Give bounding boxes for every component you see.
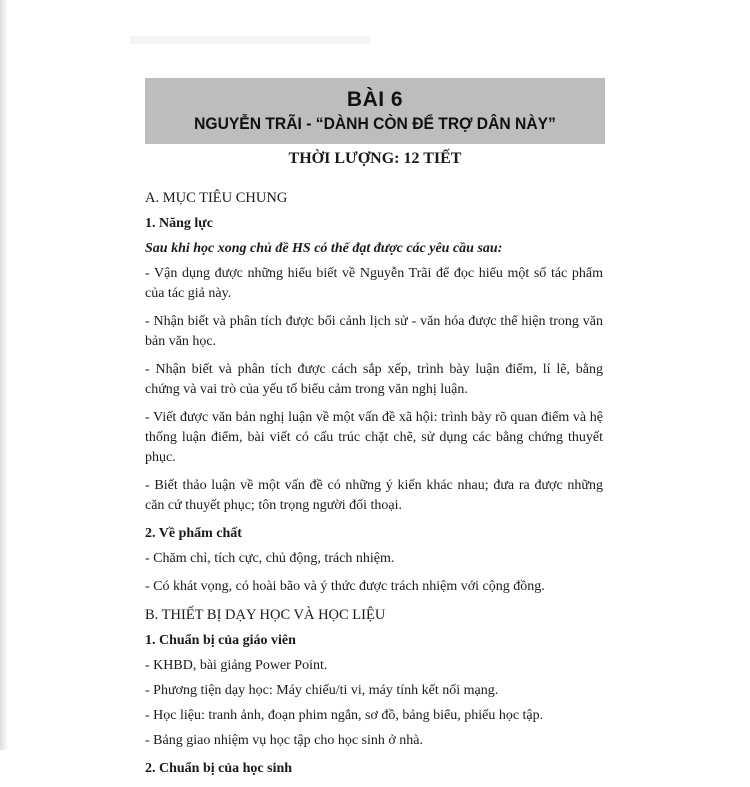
section-b-sub1-heading: 1. Chuẩn bị của giáo viên [145, 633, 296, 648]
lesson-number: BÀI 6 [346, 88, 404, 111]
lesson-content [145, 188, 603, 787]
list-item: - KHBD, bài giảng Power Point. [145, 658, 328, 673]
section-a-sub1-intro: Sau khi học xong chủ đề HS có thể đạt được các yêu cầu sau: [145, 241, 503, 256]
page-edge-shadow [0, 0, 8, 750]
section-b-sub2-heading: 2. Chuẩn bị của học sinh [145, 761, 293, 776]
section-a-heading: A. MỤC TIÊU CHUNG [145, 190, 288, 206]
list-item: - Học liệu: tranh ảnh, đoạn phim ngắn, sơ đồ, bảng biểu, phiếu học tập. [145, 708, 544, 723]
section-a-sub1-heading: 1. Năng lực [145, 216, 213, 231]
list-item: - Nhận biết và phân tích được cách sắp xếp, trình bày luận điểm, lí lẽ, bằng chứng và vai trò của yếu tố biểu cảm trong văn nghị luận. [145, 362, 603, 397]
section-a-sub2-heading: 2. Về phẩm chất [145, 526, 242, 541]
list-item: - Có khát vọng, có hoài bão và ý thức được trách nhiệm với cộng đồng. [145, 579, 545, 594]
list-item: - Phương tiện dạy học: Máy chiếu/ti vi, máy tính kết nối mạng. [145, 683, 499, 698]
list-item: - Chăm chỉ, tích cực, chủ động, trách nhiệm. [145, 551, 395, 566]
list-item: - Vận dụng được những hiểu biết về Nguyễn Trãi để đọc hiểu một số tác phẩm của tác giả này. [145, 266, 603, 301]
lesson-title: NGUYỄN TRÃI - “DÀNH CÒN ĐỂ TRỢ DÂN NÀY” [194, 114, 556, 133]
lesson-title-box [145, 78, 605, 144]
list-item: - Biết thảo luận về một vấn đề có những ý kiến khác nhau; đưa ra được những căn cứ thuyết phục; tôn trọng người đối thoại. [145, 478, 603, 513]
section-b-heading: B. THIẾT BỊ DẠY HỌC VÀ HỌC LIỆU [145, 607, 386, 623]
list-item: - Viết được văn bản nghị luận về một vấn đề xã hội: trình bày rõ quan điểm và hệ thống luận điểm, bài viết có cấu trúc chặt chẽ, sử dụng các bằng chứng thuyết phục. [145, 410, 603, 465]
list-item: - Bảng giao nhiệm vụ học tập cho học sinh ở nhà. [145, 733, 424, 748]
lesson-duration: THỜI LƯỢNG: 12 TIẾT [288, 150, 462, 167]
list-item: - Nhận biết và phân tích được bối cảnh lịch sử - văn hóa được thể hiện trong văn bản văn học. [145, 314, 603, 349]
bleed-through-header [130, 36, 370, 44]
